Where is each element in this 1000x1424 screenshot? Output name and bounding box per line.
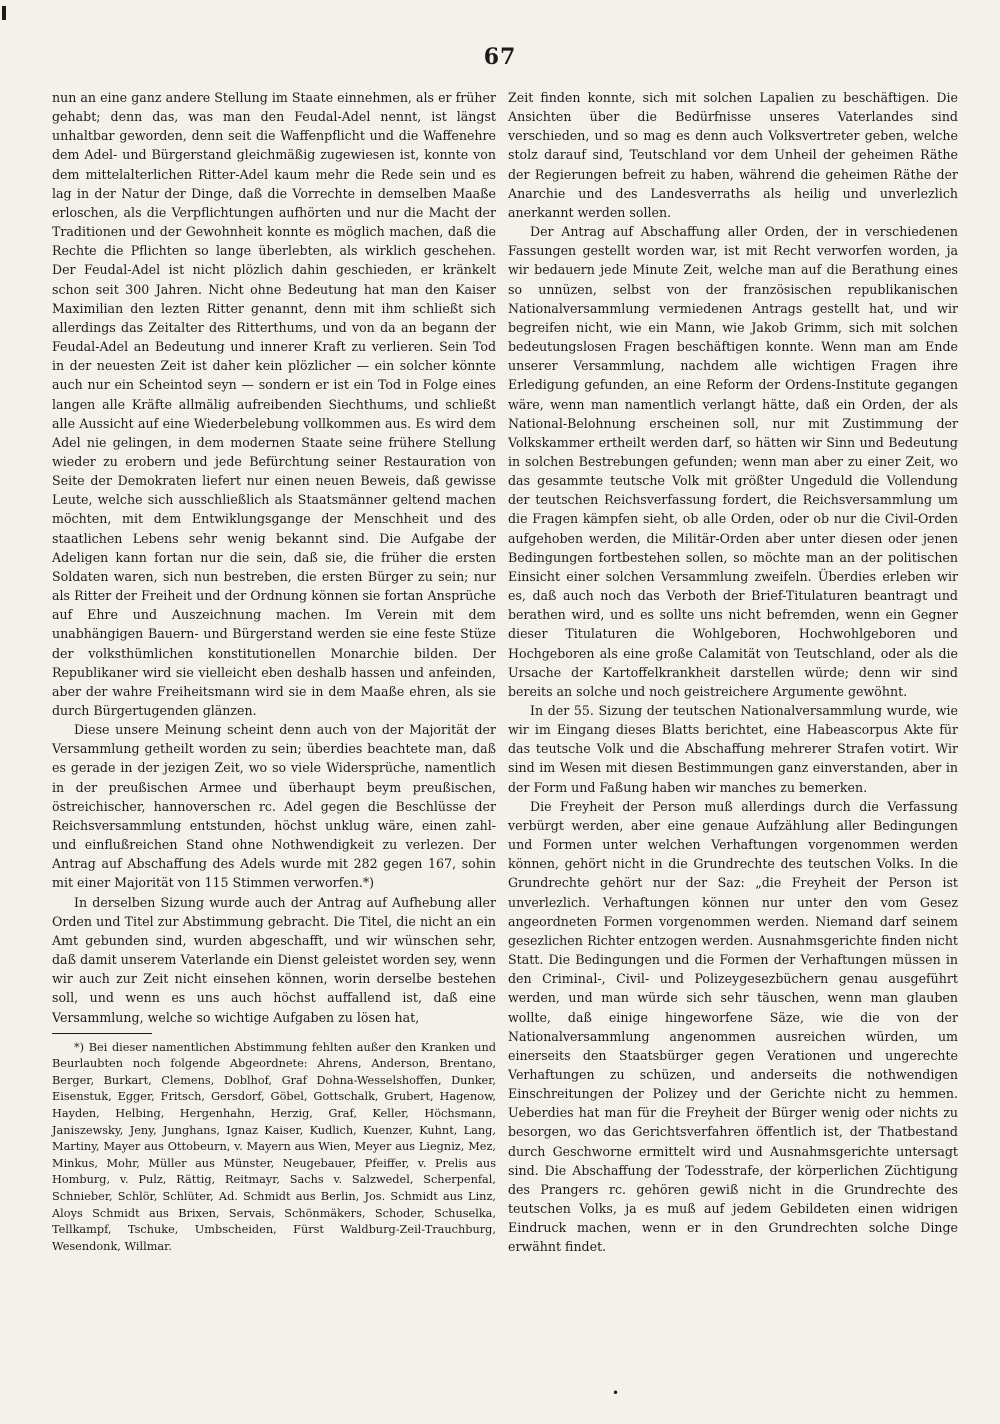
paragraph: Diese unsere Meinung scheint denn auch von der Majorität der Versammlung getheilt worden zu sein; überdies beachtete man, daß es gerade in der jezigen Zeit, wo so viele Widersprüche, namentlich in der preußischen Armee und überhaupt beym preußischen, östreichischer, hannoverschen rc. Adel gegen die Beschlüsse der Reichsversammlung entstunden, höchst unklug wäre, einen zahl- und einflußreichen Stand ohne Nothwendigkeit zu verlezen. Der Antrag auf Abschaffung des Adels wurde mit 282 gegen 167, sohin mit einer Majorität von 115 Stimmen verworfen.*): [52, 722, 496, 891]
paragraph: nun an eine ganz andere Stellung im Staate einnehmen, als er früher gehabt; denn das, was man den Feudal-Adel nennt, ist längst unhaltbar geworden, denn seit die Waffenpflicht und die Waffenehre dem Adel- und Bürgerstand gleichmäßig zugewiesen ist, konnte von dem mittelalterlichen Ritter-Adel kaum mehr die Rede sein und es lag in der Natur der Dinge, daß die Vorrechte in demselben Maaße erloschen, als die Verpflichtungen aufhörten und nur die Macht der Traditionen und der Gewohnheit konnte es möglich machen, daß die Rechte die Pflichten so lange überlebten, als wirklich geschehen. Der Feudal-Adel ist nicht plözlich dahin geschieden, er kränkelt schon seit 300 Jahren. Nicht ohne Bedeutung hat man den Kaiser Maximilian den lezten Ritter genannt, denn mit ihm schließt sich allerdings das Zeitalter des Ritterthums, und von da an begann der Feudal-Adel an Bedeutung und innerer Kraft zu verlieren. Sein Tod in der neuesten Zeit ist daher kein plözlicher — ein solcher könnte auch nur ein Scheintod seyn — sondern er ist ein Tod in Folge eines langen alle Kräfte allmälig aufreibenden Siechthums, und schließt alle Aussicht auf eine Wiederbelebung vollkommen aus. Es wird dem Adel nie gelingen, in dem modernen Staate seine frühere Stellung wieder zu erobern und jede Befürchtung seiner Restauration von Seite der Demokraten liefert nur einen neuen Beweis, daß gewisse Leute, welche sich ausschließlich als Staatsmänner geltend machen möchten, mit dem Entwiklungsgange der Menschheit und des staatlichen Lebens sehr wenig bekannt sind. Die Aufgabe der Adeligen kann fortan nur die sein, daß sie, die früher die ersten Soldaten waren, sich nun bestreben, die ersten Bürger zu sein; nur als Ritter der Freiheit und der Ordnung können sie fortan Ansprüche auf Ehre und Auszeichnung machen. Im Verein mit dem unabhängigen Bauern- und Bürgerstand werden sie eine feste Stüze der volksthümlichen konstitutionellen Monarchie bilden. Der Republikaner wird sie vielleicht eben deshalb hassen und anfeinden, aber der wahre Freiheitsmann wird sie in dem Maaße ehren, als sie durch Bürgertugenden glänzen.: [52, 90, 496, 718]
paragraph: Der Antrag auf Abschaffung aller Orden, der in verschiedenen Fassungen gestellt worden war, ist mit Recht verworfen worden, ja wir bedauern jede Minute Zeit, welche man auf die Berathung eines so unnüzen, selbst von der französischen republikanischen Nationalversammlung vermiedenen Antrags gestellt hat, und wir begreifen nicht, wie ein Mann, wie Jakob Grimm, sich mit solchen bedeutungslosen Fragen beschäftigen konnte. Wenn man am Ende unserer Versammlung, nachdem alle wichtigen Fragen ihre Erledigung gefunden, an eine Reform der Ordens-Institute gegangen wäre, wenn man namentlich verlangt hätte, daß ein Orden, der als National-Belohnung erscheinen soll, nur mit Zustimmung der Volkskammer ertheilt werden darf, so hätten wir Sinn und Bedeutung in solchen Bestrebungen gefunden; wenn man aber zu einer Zeit, wo das gesammte teutsche Volk mit größter Ungeduld die Vollendung der teutschen Reichsverfassung fordert, die Reichsversammlung um die Fragen kämpfen sieht, ob alle Orden, oder ob nur die Civil-Orden aufgehoben werden, die Militär-Orden aber unter diesen oder jenen Bedingungen fortbestehen sollen, so möchte man an der politischen Einsicht einer solchen Versammlung zweifeln. Überdies erleben wir es, daß auch noch das Verboth der Brief-Titulaturen beantragt und berathen wird, und es sollte uns nicht befremden, wenn ein Gegner dieser Titulaturen die Wohlgeboren, Hochwohlgeboren und Hochgeboren als eine große Calamität von Teutschland, oder als die Ursache der Kartoffelkrankheit darstellen würde; denn wir sind bereits an solche und noch geistreichere Argumente gewöhnt.: [508, 224, 958, 699]
paragraph: In derselben Sizung wurde auch der Antrag auf Aufhebung aller Orden und Titel zur Abstimmung gebracht. Die Titel, die nicht an ein Amt gebunden sind, wurden abgeschafft, und wir wünschen sehr, daß damit unserem Vaterlande ein Dienst geleistet worden sey, wenn wir auch zur Zeit nicht einsehen können, worin derselbe bestehen soll, und wenn es uns auch höchst auffallend ist, daß eine Versammlung, welche so wichtige Aufgaben zu lösen hat,: [52, 894, 496, 1025]
page-edge-mark: [2, 6, 6, 20]
footnote-divider: [52, 1033, 152, 1034]
paragraph: Die Freyheit der Person muß allerdings durch die Verfassung verbürgt werden, aber eine genaue Aufzählung aller Bedingungen und Formen unter welchen Verhaftungen vorgenommen werden können, gehört nicht in die Grundrechte des teutschen Volks. In die Grundrechte gehört nur der Saz: „die Freyheit der Person ist unverlezlich. Verhaftungen können nur unter den vom Gesez angeordneten Formen vorgenommen werden. Niemand darf seinem gesezlichen Richter entzogen werden. Ausnahmsgerichte finden nicht Statt. Die Bedingungen und die Formen der Verhaftungen müssen in den Criminal-, Civil- und Polizeygesezbüchern genau ausgeführt werden, und man würde sich sehr täuschen, wenn man glauben wollte, daß einige hingeworfene Säze, wie die von der Nationalversammlung angenommen ausreichen würden, um einerseits den Staatsbürger gegen Verationen und ungerechte Verhaftungen zu schüzen, und anderseits die nothwendigen Einschreitungen der Polizey und der Gerichte nicht zu hemmen. Ueberdies hat man für die Freyheit der Bürger wenig oder nichts zu besorgen, wo das Gerichtsverfahren öffentlich ist, der Thatbestand durch Geschworne ermittelt wird und Ausnahmsgerichte untersagt sind. Die Abschaffung der Todesstrafe, der körperlichen Züchtigung des Prangers rc. gehören gewiß nicht in die Grundrechte des teutschen Volks, ja es muß auf jedem Gebildeten einen widrigen Eindruck machen, wenn er in den Grundrechten solche Dinge erwähnt findet.: [508, 798, 958, 1255]
paragraph: In der 55. Sizung der teutschen Nationalversammlung wurde, wie wir im Eingang dieses Blatts berichtet, eine Habeascorpus Akte für das teutsche Volk und die Abschaffung mehrerer Strafen votirt. Wir sind im Wesen mit diesen Bestimmungen ganz einverstanden, aber in der Form und Faßung haben wir manches zu bemerken.: [508, 703, 958, 795]
print-mark: •: [612, 1386, 620, 1400]
page-number: 67: [483, 44, 517, 70]
footnote: *) Bei dieser namentlichen Abstimmung fehlten außer den Kranken und Beurlaubten noch folgende Abgeordnete: Ahrens, Anderson, Brentano, Berger, Burkart, Clemens, Doblhof, Graf Dohna-Wesselshoffen, Dunker, Eisenstuk, Egger, Fritsch, Gersdorf, Göbel, Gottschalk, Grubert, Hagenow, Hayden, Helbing, Hergenhahn, Herzig, Graf, Keller, Höchsmann, Janiszewsky, Jeny, Junghans, Ignaz Kaiser, Kudlich, Kuenzer, Kuhnt, Lang, Martiny, Mayer aus Ottobeurn, v. Mayern aus Wien, Meyer aus Liegniz, Mez, Minkus, Mohr, Müller aus Münster, Neugebauer, Pfeiffer, v. Prelis aus Homburg, v. Pulz, Rättig, Reitmayr, Sachs v. Salzwedel, Scherpenfal, Schnieber, Schlör, Schlüter, Ad. Schmidt aus Berlin, Jos. Schmidt aus Linz, Aloys Schmidt aus Brixen, Servais, Schönmäkers, Schoder, Schuselka, Tellkampf, Tschuke, Umbscheiden, Fürst Waldburg-Zeil-Trauchburg, Wesendonk, Willmar.: [52, 1040, 496, 1253]
paragraph: Zeit finden konnte, sich mit solchen Lapalien zu beschäftigen. Die Ansichten über die Bedürfnisse unseres Vaterlandes sind verschieden, und so mag es denn auch Volksvertreter geben, welche stolz darauf sind, Teutschland vor dem Unheil der geheimen Räthe der Regierungen befreit zu haben, während die geheimen Räthe der Anarchie und des Landesverraths als heilig und unverlezlich anerkannt werden sollen.: [508, 90, 958, 220]
right-column: [508, 88, 958, 1257]
left-column: [52, 88, 496, 1255]
